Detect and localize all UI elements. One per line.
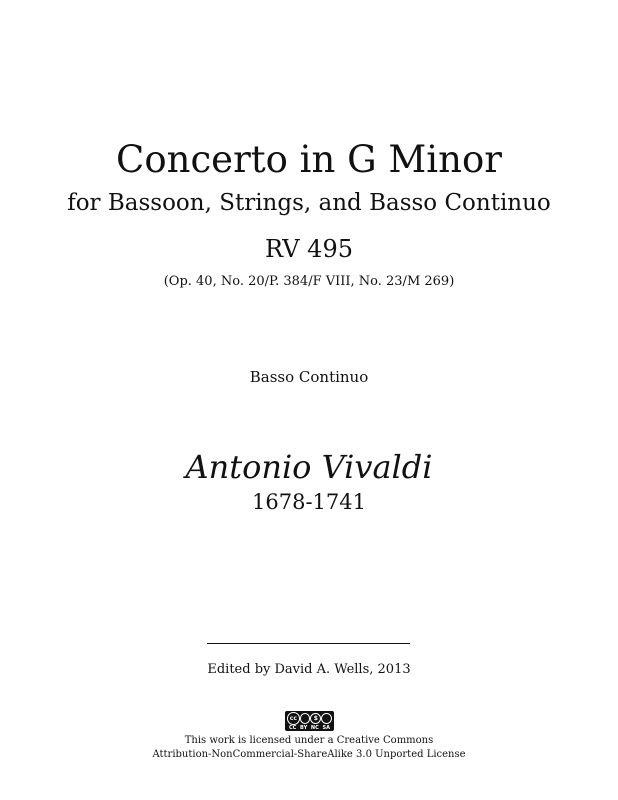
sa-icon — [321, 713, 332, 724]
part-name: Basso Continuo — [249, 368, 369, 386]
license-text-line-1: This work is licensed under a Creative Commons — [184, 735, 434, 746]
other-catalog-numbers: (Op. 40, No. 20/P. 384/F VIII, No. 23/M 269) — [163, 274, 455, 289]
badge-text: CC BY NC SA — [288, 725, 330, 731]
creative-commons-license-badge-icon — [285, 711, 334, 731]
nc-icon: $ — [310, 713, 321, 724]
badge-icon-row — [287, 712, 332, 725]
cc-icon: cc — [287, 712, 300, 725]
composer-name: Antonio Vivaldi — [185, 448, 433, 486]
divider-line — [207, 643, 410, 644]
piece-subtitle: for Bassoon, Strings, and Basso Continuo — [67, 190, 551, 216]
license-text-line-2: Attribution-NonCommercial-ShareAlike 3.0 Unported License — [152, 749, 466, 760]
editor-credit: Edited by David A. Wells, 2013 — [207, 662, 411, 677]
catalog-number: RV 495 — [265, 235, 353, 263]
by-icon — [300, 713, 311, 724]
composer-dates: 1678-1741 — [252, 490, 366, 514]
piece-title: Concerto in G Minor — [116, 138, 502, 181]
